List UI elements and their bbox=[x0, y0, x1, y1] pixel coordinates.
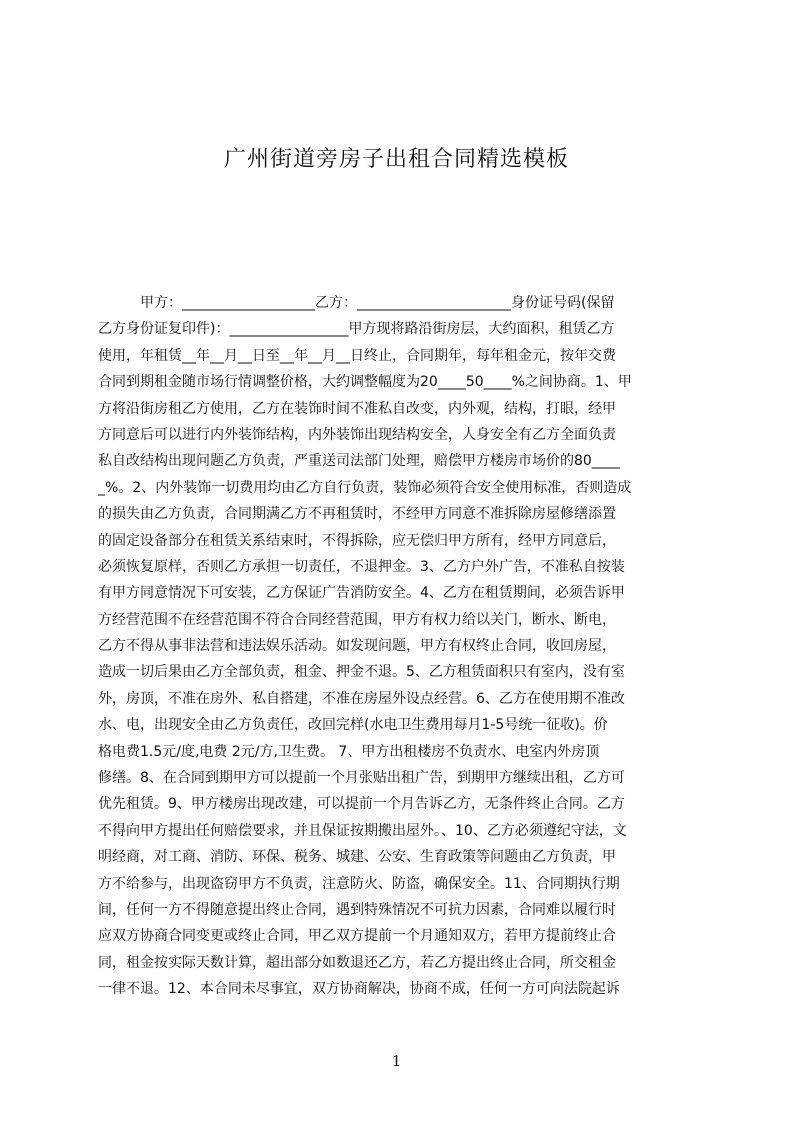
body-line: 间，任何一方不得随意提出终止合同，遇到特殊情况不可抗力因素，合同难以履行时 bbox=[98, 901, 616, 918]
body-line: 私自改结构出现问题乙方负责，严重送司法部门处理，赔偿甲方楼房市场价的80____ bbox=[98, 453, 620, 470]
body-line: 同，租金按实际天数计算，超出部分如数退还乙方，若乙方提出终止合同，所交租金 bbox=[98, 954, 616, 971]
document-title: 广州街道旁房子出租合同精选模板 bbox=[223, 147, 569, 172]
contract-body bbox=[98, 290, 701, 1003]
body-line: 明经商，对工商、消防、环保、税务、城建、公安、生育政策等问题由乙方负责，甲 bbox=[98, 849, 616, 866]
body-line: 必须恢复原样，否则乙方承担一切责任，不退押金。3、乙方户外广告，不准私自按装 bbox=[98, 558, 625, 575]
body-line: _%。2、内外装饰一切费用均由乙方自行负责，装饰必须符合安全使用标准，否则造成 bbox=[98, 479, 632, 496]
body-line: 乙方身份证复印件)：_________________甲方现将路沿街房层，大约面积，租赁乙方 bbox=[98, 321, 615, 338]
body-line: 甲方：___________________乙方：______________________身份证号码(保留 bbox=[140, 295, 615, 311]
body-line: 有甲方同意情况下可安装，乙方保证广告消防安全。4、乙方在租赁期间，必须告诉甲 bbox=[98, 585, 625, 602]
body-line: 外，房顶，不准在房外、私自搭建，不准在房屋外设点经营。6、乙方在使用期不准改 bbox=[98, 690, 625, 707]
body-line: 优先租赁。9、甲方楼房出现改建，可以提前一个月告诉乙方，无条件终止合同。乙方 bbox=[98, 796, 625, 813]
body-line: 一律不退。12、本合同未尽事宜，双方协商解决，协商不成，任何一方可向法院起诉 bbox=[98, 981, 620, 998]
body-line: 的固定设备部分在租赁关系结束时，不得拆除，应无偿归甲方所有，经甲方同意后， bbox=[98, 532, 616, 549]
body-line: 合同到期租金随市场行情调整价格，大约调整幅度为20____50____%之间协商。1、甲 bbox=[98, 374, 632, 391]
page-number: 1 bbox=[391, 1052, 402, 1070]
body-line: 应双方协商合同变更或终止合同，甲乙双方提前一个月通知双方，若甲方提前终止合 bbox=[98, 928, 616, 945]
body-line: 不得向甲方提出任何赔偿要求，并且保证按期搬出屋外。、10、乙方必须遵纪守法，文 bbox=[98, 822, 627, 839]
body-line: 修缮。8、在合同到期甲方可以提前一个月张贴出租广告，到期甲方继续出租，乙方可 bbox=[98, 770, 625, 787]
body-line: 方经营范围不在经营范围不符合合同经营范围，甲方有权力给以关门，断水、断电， bbox=[98, 611, 616, 628]
body-line: 使用，年租赁__年__月__日至__年__月__日终止，合同期年，每年租金元，按年交费 bbox=[98, 347, 616, 364]
body-line: 格电费1.5元/度,电费 2元/方,卫生费。 7、甲方出租楼房不负责水、电室内外房顶 bbox=[98, 743, 600, 760]
body-line: 方将沿街房租乙方使用，乙方在装饰时间不准私自改变，内外观，结构，打眼，经甲 bbox=[98, 400, 616, 417]
body-line: 造成一切后果由乙方全部负责，租金、押金不退。5、乙方租赁面积只有室内，没有室 bbox=[98, 664, 625, 681]
body-line: 方不给参与，出现盗窃甲方不负责，注意防火、防盗，确保安全。11、合同期执行期 bbox=[98, 875, 620, 892]
body-line: 乙方不得从事非法营和违法娱乐活动。如发现问题，甲方有权终止合同，收回房屋， bbox=[98, 638, 616, 655]
body-line: 的损失由乙方负责，合同期满乙方不再租赁时，不经甲方同意不准拆除房屋修缮添置 bbox=[98, 506, 616, 523]
body-line: 水、电，出现安全由乙方负责任，改回完样(水电卫生费用每月1-5号统一征收)。价 bbox=[98, 717, 608, 734]
body-line: 方同意后可以进行内外装饰结构，内外装饰出现结构安全，人身安全有乙方全面负责 bbox=[98, 426, 616, 443]
